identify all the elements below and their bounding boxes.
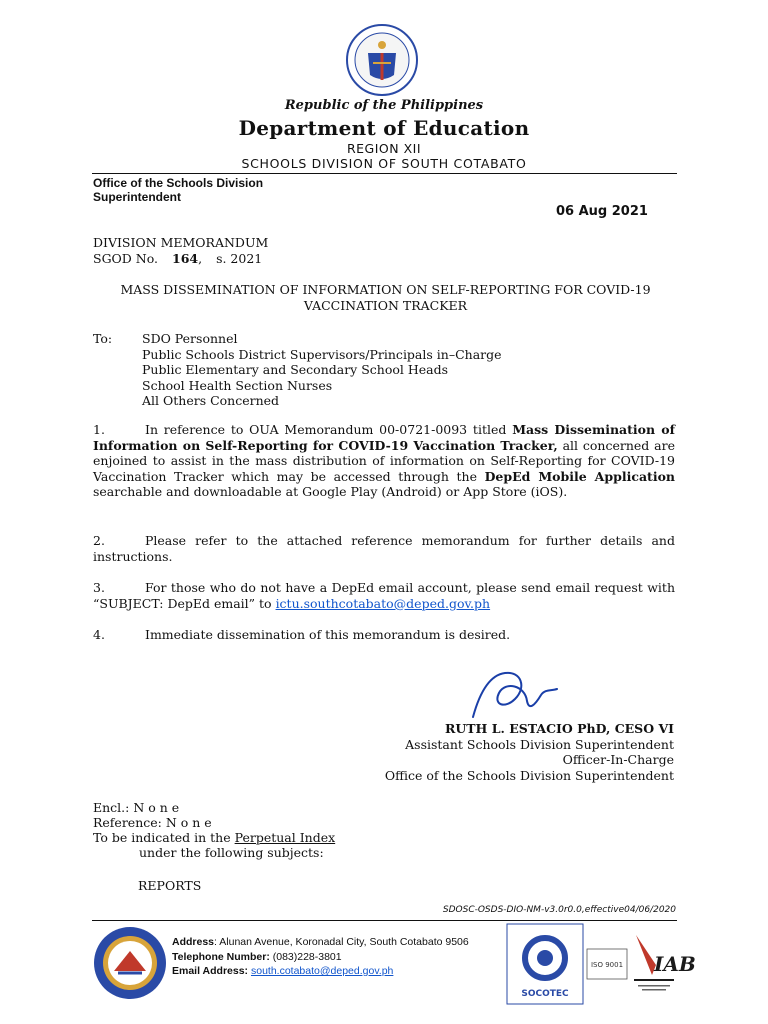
header-divider xyxy=(92,173,677,174)
paragraph-text: searchable and downloadable at Google Play (Android) or App Store (iOS). xyxy=(93,484,568,499)
paragraph-text: all concerned are enjoined to assist in the mass distribution of information on Self-Reporting for COVID-19 Vaccination Tracker which may be accessed through the xyxy=(93,437,675,484)
to-label: To: xyxy=(93,331,113,346)
office-line-2: Superintendent xyxy=(93,190,182,204)
iab-accreditation-logo xyxy=(630,925,696,1001)
subjects-line: under the following subjects: xyxy=(139,845,324,860)
paragraph-4 xyxy=(93,627,675,643)
recipient-item: SDO Personnel xyxy=(142,331,238,346)
region-line: REGION XII xyxy=(346,141,422,156)
signatory-title-3: Office of the Schools Division Superintendent xyxy=(384,767,674,783)
memo-type: DIVISION MEMORANDUM xyxy=(93,235,269,250)
subject-reports: REPORTS xyxy=(138,878,202,893)
paragraph-2 xyxy=(93,533,675,564)
reference-line: Reference: N o n e xyxy=(93,815,212,830)
paragraph-number: 2. xyxy=(93,533,105,548)
svg-text:ISO 9001: ISO 9001 xyxy=(590,961,624,969)
handwritten-signature xyxy=(465,665,565,723)
paragraph-text: In reference to OUA Memorandum 00-0721-0093 titled xyxy=(145,422,513,437)
signatory-block xyxy=(300,721,674,783)
memo-number-line: SGOD No. 164, s. 2021 xyxy=(93,251,263,266)
paragraph-text: Immediate dissemination of this memorandum is desired. xyxy=(145,627,511,642)
republic-line: Republic of the Philippines xyxy=(284,98,484,113)
office-name xyxy=(93,176,263,204)
email-line: Email Address: south.cotabato@deped.gov.ph xyxy=(172,965,394,977)
sgod-prefix: SGOD No. xyxy=(93,251,159,266)
subject-line-2: VACCINATION TRACKER xyxy=(303,298,468,313)
paragraph-number: 3. xyxy=(93,580,105,595)
recipient-item: All Others Concerned xyxy=(142,393,280,408)
app-name-bold: DepEd Mobile Application xyxy=(484,468,675,484)
perpetual-index-label: Perpetual Index xyxy=(234,830,336,845)
division-line: SCHOOLS DIVISION OF SOUTH COTABATO xyxy=(241,156,527,171)
recipient-item: Public Schools District Supervisors/Principals in–Charge xyxy=(142,346,502,362)
signatory-name: RUTH L. ESTACIO PhD, CESO VI xyxy=(444,721,674,736)
paragraph-number: 1. xyxy=(93,422,105,437)
document-code: SDOSC-OSDS-DIO-NM-v3.0r0.0,effective04/06/2020 xyxy=(442,905,676,915)
deped-seal-logo xyxy=(345,23,419,97)
iso-9001-badge xyxy=(585,935,629,995)
paragraph-1 xyxy=(93,422,675,500)
memo-series: s. 2021 xyxy=(216,251,263,266)
signatory-title-2: Officer-In-Charge xyxy=(562,752,674,767)
phone-line: Telephone Number: (083)228-3801 xyxy=(172,950,342,963)
signatory-title-1: Assistant Schools Division Superintendent xyxy=(405,736,674,752)
recipient-item: School Health Section Nurses xyxy=(142,377,333,393)
paragraph-3 xyxy=(93,580,675,611)
division-seal-logo xyxy=(92,925,168,1001)
memo-date: 06 Aug 2021 xyxy=(556,204,648,219)
memo-title-bold: Mass Dissemination of Information on Self-Reporting for COVID-19 Vaccination Tracker, xyxy=(93,422,676,453)
memo-number: 164 xyxy=(172,251,199,266)
division-email-link[interactable]: south.cotabato@deped.gov.ph xyxy=(250,965,394,977)
footer-divider xyxy=(92,920,677,921)
subject-line-1: MASS DISSEMINATION OF INFORMATION ON SELF-REPORTING FOR COVID-19 xyxy=(120,282,651,297)
office-line-1: Office of the Schools Division xyxy=(93,176,264,190)
paragraph-text: For those who do not have a DepEd email account, please send email request with “SUBJECT: DepEd email” to xyxy=(93,580,675,611)
contact-info xyxy=(172,935,469,979)
department-title: Department of Education xyxy=(238,116,530,140)
recipient-list xyxy=(142,331,502,409)
ictu-email-link[interactable]: ictu.southcotabato@deped.gov.ph xyxy=(275,595,491,611)
svg-text:SOCOTEC: SOCOTEC xyxy=(521,989,569,999)
paragraph-text: Please refer to the attached reference memorandum for further details and instructions. xyxy=(93,533,675,564)
enclosure-line: Encl.: N o n e xyxy=(93,800,180,815)
svg-text:IAB: IAB xyxy=(654,952,696,976)
address-line: Address: Alunan Avenue, Koronadal City, South Cotabato 9506 xyxy=(172,936,469,948)
paragraph-number: 4. xyxy=(93,627,105,642)
memo-subject xyxy=(93,282,678,314)
recipient-item: Public Elementary and Secondary School Heads xyxy=(142,362,449,377)
closing-notes xyxy=(93,800,335,860)
memo-heading xyxy=(93,235,268,267)
indicated-line: To be indicated in the Perpetual Index xyxy=(93,830,336,845)
socotec-certification-logo xyxy=(505,922,585,1006)
